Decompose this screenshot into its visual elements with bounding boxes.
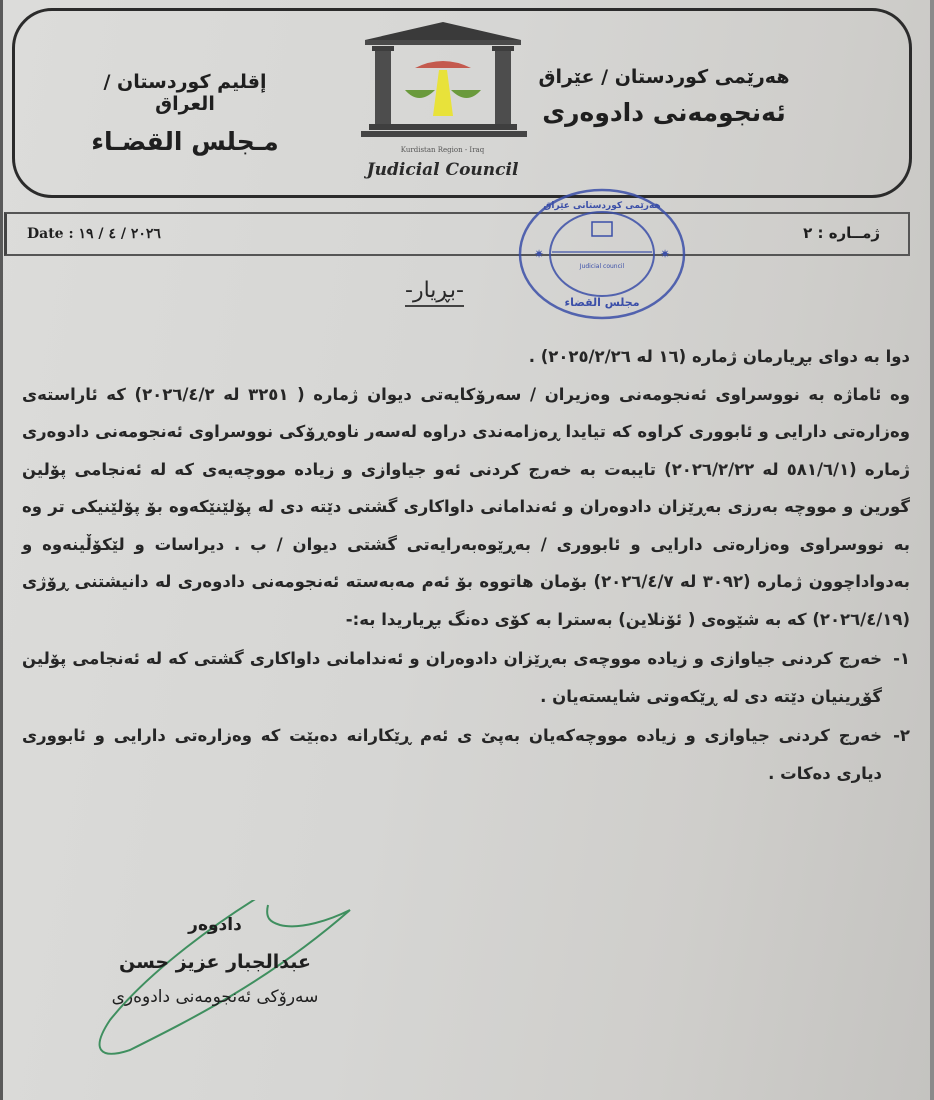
letterhead-arabic	[75, 71, 295, 156]
decision-item	[22, 640, 910, 715]
decision-item	[22, 717, 910, 792]
item-number: ١-	[893, 649, 910, 668]
judicial-council-logo	[335, 18, 550, 188]
page-edge	[930, 0, 934, 1100]
letterhead-kurdish	[534, 66, 794, 127]
item-text: خەرج کردنی جیاوازی و زیادە مووچەکەیان بەپێ ی ئەم ڕێکارانە دەبێت کە وەزارەتی دارایی و ئابووری دیاری دەکات .	[22, 726, 882, 783]
page-edge	[0, 0, 3, 1100]
svg-text:مجلس القضاء: مجلس القضاء	[564, 296, 640, 309]
council-arabic: مـجلس القضـاء	[91, 127, 279, 156]
document-body	[22, 338, 910, 792]
item-text: خەرج کردنی جیاوازی و زیادە مووچەی بەڕێزان دادوەران و ئەندامانی داواکاری گشتی کە لە ئەنجامی پۆلین گۆڕینیان دێتە دی لە ڕێکەوتی شایستەیان .	[22, 649, 882, 706]
signatory-role: دادوەر	[188, 915, 242, 935]
svg-text:✷: ✷	[534, 247, 545, 261]
region-arabic: إقليم كوردستان / العراق	[103, 71, 267, 115]
paragraph-main: وە ئاماژە بە نووسراوی ئەنجومەنی وەزیران / سەرۆکایەتی دیوان ژمارە ( ٣٢٥١ لە ٢٠٢٦/٤/٢) کە ئاراستەی وەزارەتی دارایی و ئابووری کراوە کە تیایدا ڕەزامەندی دراوە لەسەر ناوەڕۆکی نووسراوی ئەنجومەنی دادوەری ژمارە (٥٨١/٦/١ لە ٢٠٢٦/٢/٢٢) تایبەت بە خەرج کردنی ئەو جیاوازی و زیادە مووچەیەی کە لە ئەنجامی پۆلین گورین و مووچە بەرزی بەڕێزان دادوەران و ئەندامانی داواکاری گشتی دێتە دی لە پۆلێنێکەوە بۆ پۆلێنیکی تر وە بە نووسراوی وەزارەتی دارایی و ئابووری / بەڕێوەبەرایەتی گشتی دیوان / ب . دیراسات و لێکۆڵینەوە و بەدواداچوون ژمارە (٣٠٩٢ لە ٢٠٢٦/٤/٧) بۆمان هاتووە بۆ ئەم مەبەستە ئەنجومەنی دادوەری لە دانیشتنی ڕۆژی (٢٠٢٦/٤/١٩) کە بە شێوەی ( ئۆنلاین) بەسترا بە کۆی دەنگ بڕیاریدا بە:-	[22, 384, 910, 629]
svg-text:✷: ✷	[660, 247, 671, 261]
document-title: -بڕیار-	[405, 278, 464, 307]
signatory-name: عبدالجبار عزيز حسن	[119, 951, 311, 973]
official-stamp	[512, 186, 692, 326]
paragraph-reference: دوا بە دوای بڕیارمان ژمارە (١٦ لە ٢٠٢٥/٢/٢٦) .	[528, 347, 910, 366]
signatory-title: سەرۆکی ئەنجومەنی دادوەری	[111, 987, 319, 1007]
logo-name: Judicial Council	[366, 160, 519, 180]
document-date: Date : ٢٠٢٦ / ٤ / ١٩	[27, 226, 161, 242]
courthouse-scales-icon	[335, 18, 550, 146]
svg-text:Judicial council: Judicial council	[579, 263, 625, 270]
council-kurdish: ئەنجومەنی دادوەری	[542, 98, 786, 127]
reference-bar	[4, 212, 910, 256]
document-number: ژمــاره : ٢	[803, 224, 880, 242]
signature-block	[95, 915, 335, 1007]
item-number: ٢-	[893, 726, 910, 745]
region-kurdish: هەرێمی کوردستان / عێراق	[538, 66, 790, 88]
svg-text:هەرێمی کوردستانی عێراق: هەرێمی کوردستانی عێراق	[543, 201, 661, 211]
stamp-seal-icon	[512, 186, 692, 326]
logo-subtitle: Kurdistan Region - Iraq	[400, 146, 485, 154]
